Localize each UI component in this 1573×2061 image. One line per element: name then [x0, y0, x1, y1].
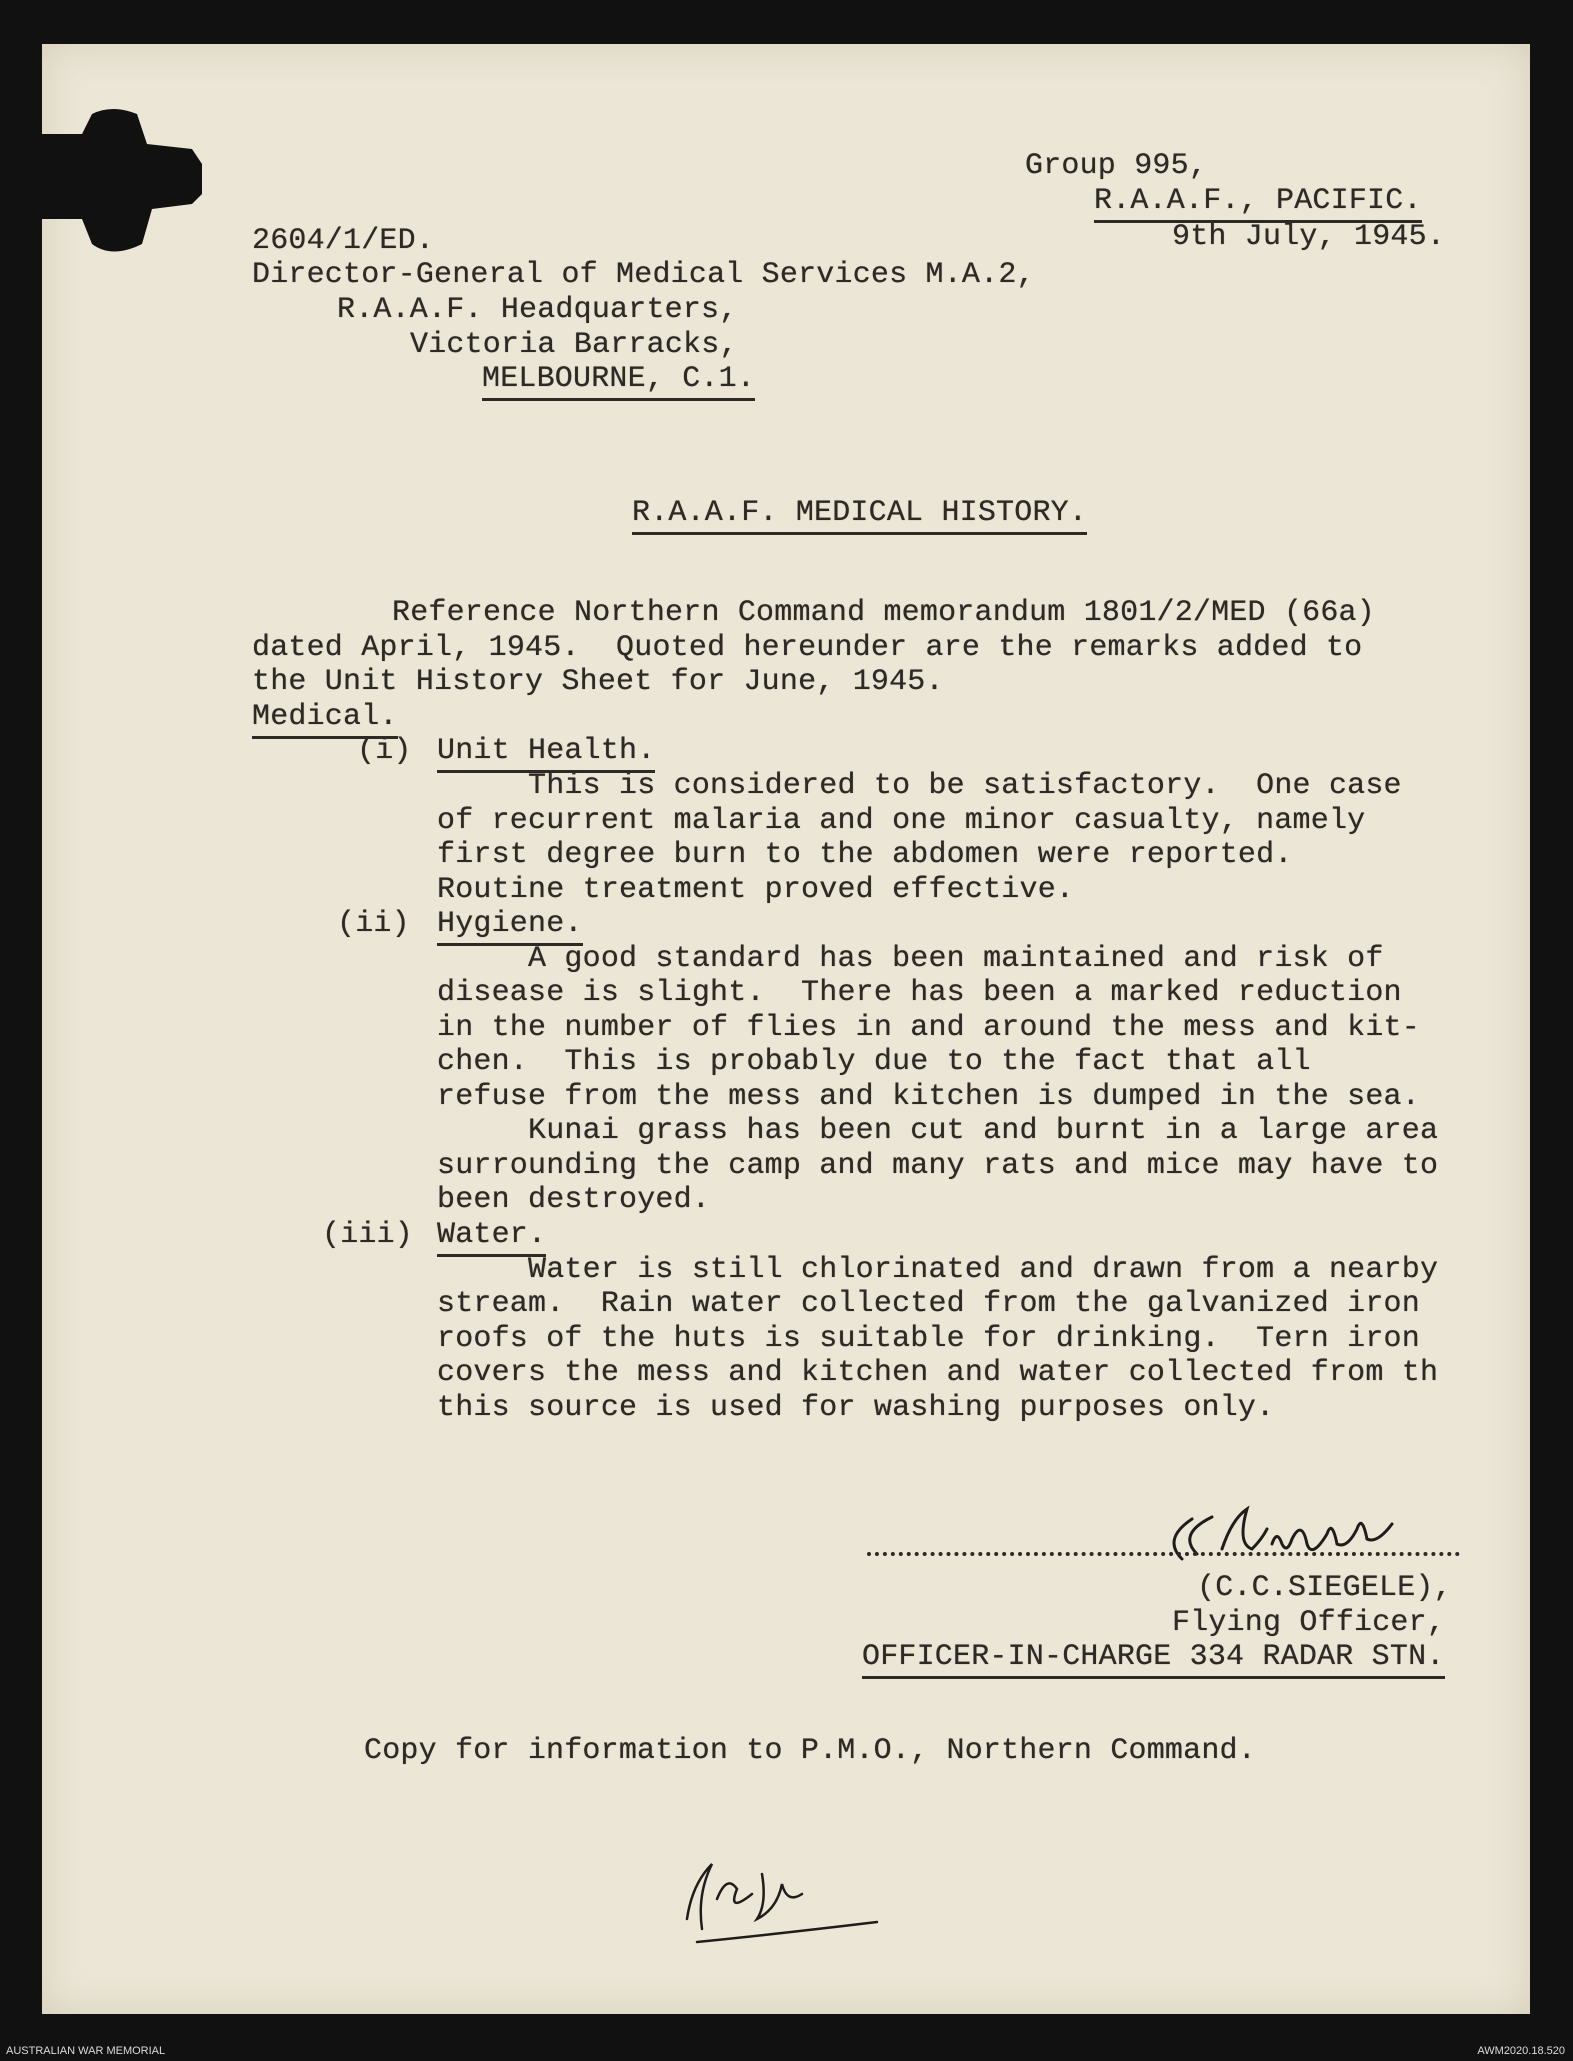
item-text-unit-health-2: of recurrent malaria and one minor casualty, namely [437, 804, 1366, 838]
item-text-hygiene-8: been destroyed. [437, 1183, 711, 1217]
item-text-unit-health-3: first degree burn to the abdomen were reported. [437, 838, 1293, 872]
unit-name: R.A.A.F., PACIFIC. [1094, 184, 1422, 223]
item-text-hygiene-4: chen. This is probably due to the fact that all [437, 1045, 1311, 1079]
signatory-name: (C.C.SIEGELE), [1197, 1571, 1452, 1605]
group-number: Group 995, [1025, 149, 1208, 183]
document-page [42, 44, 1530, 2014]
item-text-water-4: covers the mess and kitchen and water collected from th [437, 1356, 1439, 1390]
item-text-hygiene-5: refuse from the mess and kitchen is dumped in the sea. [437, 1080, 1420, 1114]
letter-date: 9th July, 1945. [1172, 220, 1446, 254]
addressee-line-1: Director-General of Medical Services M.A.2, [252, 258, 1035, 292]
item-heading-hygiene: Hygiene. [437, 907, 583, 946]
item-text-hygiene-1: A good standard has been maintained and risk of [437, 942, 1384, 976]
section-heading-medical: Medical. [252, 700, 398, 739]
item-number-ii: (ii) [337, 907, 410, 941]
signature-dotted-line [867, 1552, 1460, 1556]
intro-line-2: dated April, 1945. Quoted hereunder are the remarks added to [252, 631, 1363, 665]
copy-note: Copy for information to P.M.O., Northern Command. [364, 1734, 1256, 1768]
intro-line-1: Reference Northern Command memorandum 1801/2/MED (66a) [392, 596, 1375, 630]
item-text-hygiene-7: surrounding the camp and many rats and mice may have to [437, 1149, 1439, 1183]
item-text-unit-health-4: Routine treatment proved effective. [437, 873, 1075, 907]
file-reference: 2604/1/ED. [252, 224, 435, 258]
handwritten-signature [1152, 1499, 1422, 1579]
item-text-water-5: this source is used for washing purposes only. [437, 1391, 1275, 1425]
intro-line-3: the Unit History Sheet for June, 1945. [252, 665, 944, 699]
item-text-water-3: roofs of the huts is suitable for drinking. Tern iron [437, 1322, 1420, 1356]
footer-item-id: AWM2020.18.520 [1477, 2045, 1565, 2057]
item-number-iii: (iii) [322, 1218, 414, 1252]
item-text-water-1: Water is still chlorinated and drawn from a nearby [437, 1253, 1439, 1287]
document-title: R.A.A.F. MEDICAL HISTORY. [632, 496, 1087, 535]
addressee-line-4: MELBOURNE, C.1. [482, 362, 755, 401]
item-number-i: (i) [357, 734, 412, 768]
handwritten-initials [657, 1844, 887, 1954]
item-text-hygiene-2: disease is slight. There has been a marked reduction [437, 976, 1402, 1010]
item-text-hygiene-6: Kunai grass has been cut and burnt in a large area [437, 1114, 1439, 1148]
signatory-rank: Flying Officer, [1172, 1606, 1446, 1640]
item-text-hygiene-3: in the number of flies in and around the mess and kit- [437, 1011, 1420, 1045]
item-text-unit-health-1: This is considered to be satisfactory. One case [437, 769, 1402, 803]
item-heading-water: Water. [437, 1218, 546, 1257]
punch-hole [42, 104, 202, 254]
addressee-line-3: Victoria Barracks, [410, 328, 738, 362]
item-text-water-2: stream. Rain water collected from the galvanized iron [437, 1287, 1420, 1321]
item-heading-unit-health: Unit Health. [437, 734, 655, 773]
footer-archive-name: AUSTRALIAN WAR MEMORIAL [6, 2045, 166, 2057]
addressee-line-2: R.A.A.F. Headquarters, [337, 293, 738, 327]
signatory-position: OFFICER-IN-CHARGE 334 RADAR STN. [862, 1640, 1445, 1679]
